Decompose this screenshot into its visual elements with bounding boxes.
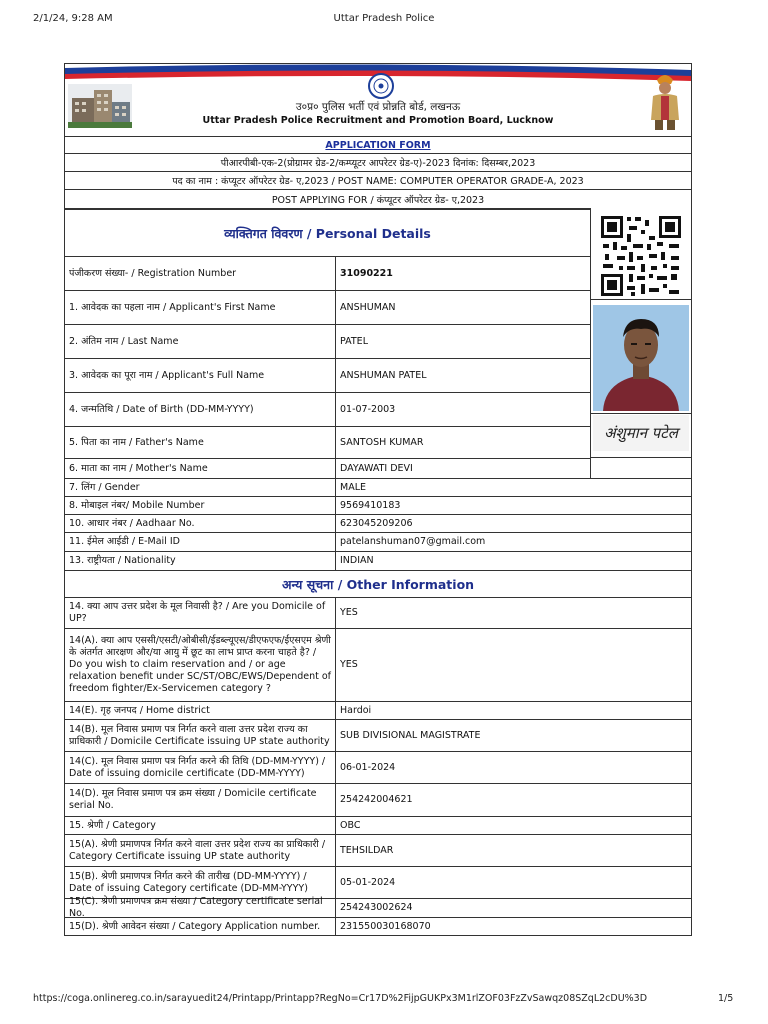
applicant-photo [593,305,689,411]
other-row [65,719,691,751]
field-value: 31090221 [340,267,393,279]
field-label: 14(E). गृह जनपद / Home district [65,702,336,719]
field-label: 10. आधार नंबर / Aadhaar No. [65,515,336,532]
personal-row [65,392,590,426]
header-english-title: Uttar Pradesh Police Recruitment and Promotion Board, Lucknow [202,115,554,126]
field-value: 623045209206 [340,517,413,529]
other-info-title: अन्य सूचना / Other Information [281,576,475,592]
personal-row [65,551,691,570]
print-url: https://coga.onlinereg.co.in/sarayuedit24/Printapp/Printapp?RegNo=Cr17D%2FijpGUKPx3M1rlZOF03FzZvSawqz08SZqL2cDU%3D [33,993,648,1004]
field-value: OBC [340,819,361,831]
print-page-number: 1/5 [718,993,734,1004]
field-value: ANSHUMAN PATEL [340,369,427,381]
field-value: 254242004621 [340,794,413,805]
police-officer-icon [645,70,685,130]
field-label: 3. आवेदक का पूरा नाम / Applicant's Full Name [65,359,336,392]
field-label: 14. क्या आप उत्तर प्रदेश के मूल निवासी है? / Are you Domicile of UP? [65,598,336,628]
personal-row [65,532,691,551]
field-value: ANSHUMAN [340,301,396,313]
header-banner [65,64,691,136]
application-form-frame [64,63,692,936]
personal-row [65,496,691,514]
field-value: 06-01-2024 [340,761,396,773]
field-label: 6. माता का नाम / Mother's Name [65,459,336,478]
other-row [65,628,691,701]
field-label: 14(C). मूल निवास प्रमाण पत्र निर्गत करने की तिथि (DD-MM-YYYY) / Date of issuing domicile certificate (DD-MM-YYYY) [65,752,336,783]
applicant-signature: अंशुमान पटेल [593,415,689,451]
emblem-icon [367,72,395,100]
personal-details-title-row [65,208,590,256]
other-info-title-row [65,570,691,597]
qr-code-icon [599,214,683,298]
other-row [65,866,691,898]
other-row [65,917,691,935]
field-value: INDIAN [340,555,374,566]
other-row [65,898,691,917]
personal-row [65,256,590,290]
field-value: 9569410183 [340,499,401,511]
field-label: 11. ईमेल आईडी / E-Mail ID [65,533,336,551]
field-label: 15(A). श्रेणी प्रमाणपत्र निर्गत करने वाला उत्तर प्रदेश राज्य का प्राधिकारी / Category Certificate issuing UP state authority [65,835,336,866]
field-value: SANTOSH KUMAR [340,436,424,448]
post-applying-row [65,189,691,208]
field-label: 4. जन्मतिथि / Date of Birth (DD-MM-YYYY) [65,393,336,426]
field-label: 1. आवेदक का पहला नाम / Applicant's First Name [65,291,336,324]
other-row [65,816,691,834]
field-label: 14(D). मूल निवास प्रमाण पत्र क्रम संख्या / Domicile certificate serial No. [65,784,336,816]
field-label: 7. लिंग / Gender [65,479,336,496]
field-label: 15(D). श्रेणी आवेदन संख्या / Category Application number. [65,918,336,935]
personal-row [65,358,590,392]
header-hindi-title: उ०प्र० पुलिस भर्ती एवं प्रोन्नति बोर्ड, लखनऊ [295,101,461,113]
post-name-row [65,171,691,189]
field-value: 01-07-2003 [340,403,396,415]
post-applying-text: POST APPLYING FOR / कंप्यूटर ऑपरेटर ग्रेड- ए,2023 [271,194,485,206]
post-name-text: पद का नाम : कंप्यूटर ऑपरेटर ग्रेड- ए,2023 / POST NAME: COMPUTER OPERATOR GRADE-A, 2023 [172,176,584,187]
field-value: 231550030168070 [340,920,431,932]
application-form-heading: APPLICATION FORM [325,139,431,151]
field-value: YES [340,607,358,618]
field-value: PATEL [340,335,368,347]
other-row [65,751,691,783]
field-value: 254243002624 [340,902,413,913]
other-row [65,834,691,866]
personal-details-title: व्यक्तिगत विवरण / Personal Details [224,225,431,241]
field-value: MALE [340,481,366,493]
field-value: patelanshuman07@gmail.com [340,536,486,547]
other-row [65,701,691,719]
field-label: 2. अंतिम नाम / Last Name [65,325,336,358]
notice-text: पीआरपीबी-एक-2(प्रोग्रामर ग्रेड-2/कम्प्यूटर आपरेटर ग्रेड-ए)-2023 दिनांक: दिसम्बर,2023 [220,158,536,169]
field-label: पंजीकरण संख्या- / Registration Number [65,257,336,290]
other-row [65,597,691,628]
field-label: 14(A). क्या आप एससी/एसटी/ओबीसी/ईडब्ल्यूएस/डीएफएफ/ईएसएम श्रेणी के अंतर्गत आरक्षण और/या आयु में छूट का लाभ प्राप्त करना चाहते है? / Do you wish to claim reservation and / or age relaxation benefit under SC/ST/OBC/EWS/Dependent of freedom fighter/Ex-Servicemen category ? [65,629,336,701]
field-value: 05-01-2024 [340,876,396,888]
personal-row [65,290,590,324]
field-value: TEHSILDAR [340,844,394,856]
field-value: Hardoi [340,704,372,716]
print-page-title: Uttar Pradesh Police [333,13,435,24]
personal-row [65,426,590,458]
field-label: 15(C). श्रेणी प्रमाणपत्र क्रम संख्या / Category certificate serial No. [65,899,336,917]
notice-row [65,153,691,171]
other-row [65,783,691,816]
application-form-heading-row [65,136,691,153]
field-value: SUB DIVISIONAL MAGISTRATE [340,729,481,741]
field-label: 8. मोबाइल नंबर/ Mobile Number [65,497,336,514]
personal-row [65,478,691,496]
personal-row [65,458,590,478]
print-datetime: 2/1/24, 9:28 AM [33,13,113,24]
personal-row [65,324,590,358]
field-label: 5. पिता का नाम / Father's Name [65,427,336,458]
field-label: 14(B). मूल निवास प्रमाण पत्र निर्गत करने वाला उत्तर प्रदेश राज्य का प्राधिकारी / Domicile Certificate issuing UP state authority [65,720,336,751]
field-value: DAYAWATI DEVI [340,462,413,474]
personal-row [65,514,691,532]
field-label: 15. श्रेणी / Category [65,817,336,834]
field-value: YES [340,659,358,670]
field-label: 15(B). श्रेणी प्रमाणपत्र निर्गत करने की तारीख (DD-MM-YYYY) / Date of issuing Category certificate (DD-MM-YYYY) [65,867,336,898]
field-label: 13. राष्ट्रीयता / Nationality [65,552,336,570]
